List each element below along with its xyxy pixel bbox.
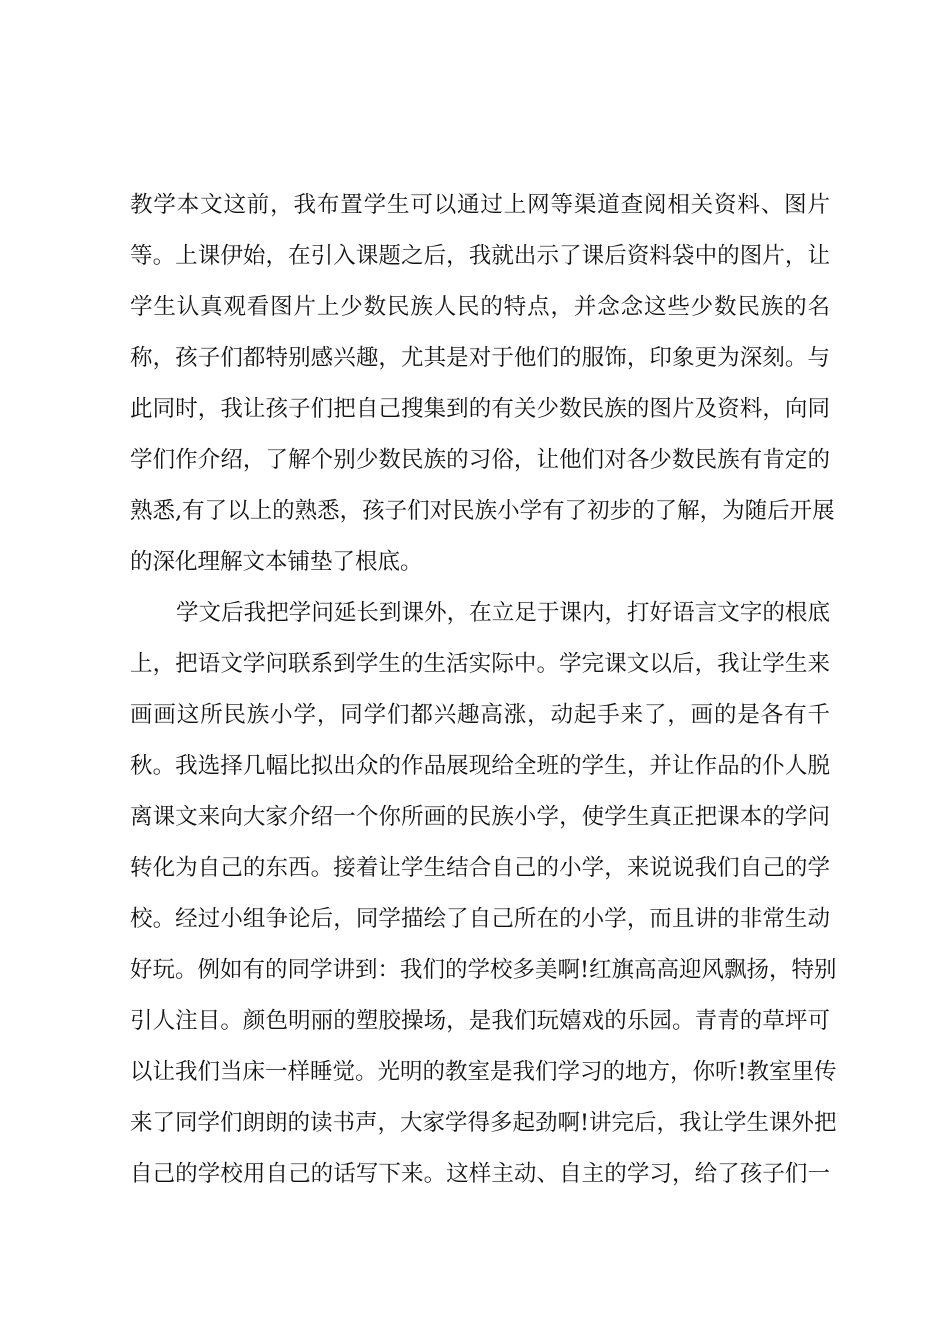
paragraph-2-line-2: 上，把语文学问联系到学生的生活实际中。学完课文以后，我让学生来 [130,651,830,677]
paragraph-2-line-5: 离课文来向大家介绍一个你所画的民族小学，使学生真正把课本的学问 [130,804,830,830]
paragraph-2-line-3: 画画这所民族小学，同学们都兴趣高涨，动起手来了，画的是各有千 [130,702,830,728]
paragraph-2-line-8: 好玩。例如有的同学讲到：我们的学校多美啊!红旗高高迎风飘扬，特别 [130,957,837,983]
paragraph-1-line-7: 熟悉,有了以上的熟悉，孩子们对民族小学有了初步的了解，为随后开展 [130,498,835,524]
paragraph-2-line-1: 学文后我把学问延长到课外，在立足于课内，打好语言文字的根底 [176,600,830,626]
paragraph-2-line-10: 以让我们当床一样睡觉。光明的教室是我们学习的地方，你听!教室里传 [130,1059,837,1085]
paragraph-1-line-1: 教学本文这前，我布置学生可以通过上网等渠道查阅相关资料、图片 [130,192,830,218]
paragraph-1-line-6: 学们作介绍，了解个别少数民族的习俗，让他们对各少数民族有肯定的 [130,447,830,473]
paragraph-2-line-9: 引人注目。颜色明丽的塑胶操场，是我们玩嬉戏的乐园。青青的草坪可 [130,1008,830,1034]
paragraph-2-line-7: 校。经过小组争论后，同学描绘了自己所在的小学，而且讲的非常生动 [130,906,830,932]
paragraph-2-line-4: 秋。我选择几幅比拟出众的作品展现给全班的学生，并让作品的仆人脱 [130,753,830,779]
paragraph-1-line-5: 此同时，我让孩子们把自己搜集到的有关少数民族的图片及资料，向同 [130,396,830,422]
paragraph-1-line-8: 的深化理解文本铺垫了根底。 [130,549,423,575]
paragraph-1-line-4: 称，孩子们都特别感兴趣，尤其是对于他们的服饰，印象更为深刻。与 [130,345,830,371]
paragraph-1-line-2: 等。上课伊始，在引入课题之后，我就出示了课后资料袋中的图片，让 [130,243,830,269]
paragraph-2-line-11: 来了同学们朗朗的读书声，大家学得多起劲啊!讲完后，我让学生课外把 [130,1110,837,1136]
paragraph-2-line-12: 自己的学校用自己的话写下来。这样主动、自主的学习，给了孩子们一 [130,1161,830,1187]
paragraph-2-line-6: 转化为自己的东西。接着让学生结合自己的小学，来说说我们自己的学 [130,855,830,881]
paragraph-1-line-3: 学生认真观看图片上少数民族人民的特点，并念念这些少数民族的名 [130,294,830,320]
